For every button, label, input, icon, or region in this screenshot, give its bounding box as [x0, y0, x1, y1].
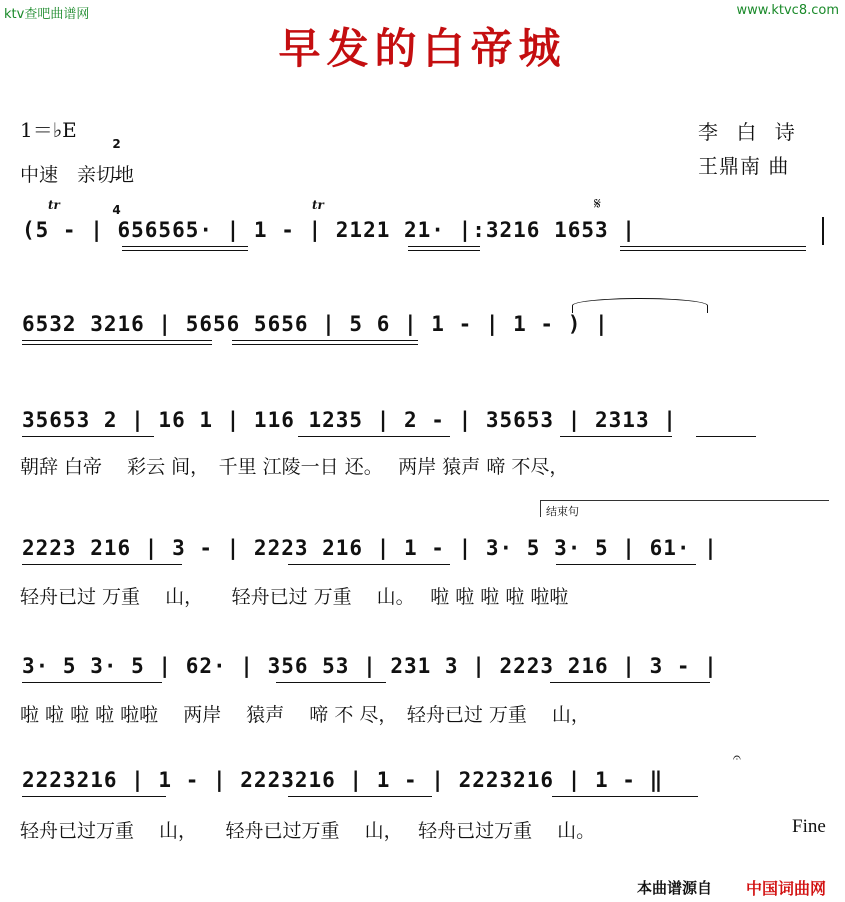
underline	[22, 344, 212, 345]
tempo-marking: 中速 亲切地	[20, 164, 135, 186]
underline	[122, 246, 248, 247]
fine-marking: Fine	[792, 816, 826, 837]
underline	[620, 246, 806, 247]
score-row-5-notes: 3· 5 3· 5 | 62· | 356 53 | 231 3 | 2223 216 | 3 - |	[22, 654, 718, 678]
underline	[276, 682, 386, 683]
underline	[22, 340, 212, 341]
composer-credit: 王鼎南 曲	[698, 154, 790, 178]
trill-mark-2: tr	[312, 198, 324, 212]
score-row-4-notes: 2223 216 | 3 - | 2223 216 | 1 - | 3· 5 3· 5 | 61· |	[22, 536, 718, 560]
underline	[288, 564, 450, 565]
time-signature-top: 2	[112, 137, 121, 151]
bar-line	[822, 217, 824, 245]
score-row-5-lyrics: 啦 啦 啦 啦 啦啦 两岸 猿声 啼 不 尽， 轻舟已过 万重 山，	[20, 704, 590, 726]
underline	[122, 250, 248, 251]
key-signature: 1＝♭E	[20, 118, 77, 142]
underline	[22, 564, 182, 565]
underline	[22, 436, 154, 437]
underline	[552, 796, 698, 797]
underline	[298, 436, 450, 437]
underline	[620, 250, 806, 251]
score-row-1-notes: (5 - | 656565· | 1 - | 2121 21· |:3216 1653 |	[22, 218, 636, 242]
tie-arc	[572, 298, 708, 313]
underline	[550, 682, 710, 683]
score-row-4-lyrics: 轻舟已过 万重 山， 轻舟已过 万重 山。 啦 啦 啦 啦 啦啦	[20, 586, 569, 608]
underline	[22, 796, 166, 797]
fermata-sign: 𝄐	[733, 750, 741, 766]
segno-sign: 𝄋	[594, 194, 601, 213]
underline	[560, 436, 672, 437]
underline	[556, 564, 696, 565]
underline	[408, 246, 480, 247]
underline	[22, 682, 162, 683]
score-row-3-notes: 35653 2 | 16 1 | 116 1235 | 2 - | 35653 | 2313 |	[22, 408, 677, 432]
underline	[232, 344, 418, 345]
footer-site-name: 中国词曲网	[746, 879, 827, 898]
footer-source-label: 本曲谱源自	[637, 879, 713, 897]
underline	[408, 250, 480, 251]
score-row-6-lyrics: 轻舟已过万重 山， 轻舟已过万重 山， 轻舟已过万重 山。	[20, 820, 596, 842]
watermark-left: ktv查吧曲谱网	[4, 7, 90, 22]
trill-mark-1: tr	[48, 198, 60, 212]
ending-label: 结束句	[546, 505, 579, 518]
song-title: 早发的白帝城	[278, 24, 567, 73]
underline	[288, 796, 432, 797]
watermark-right: www.ktvc8.com	[736, 3, 839, 18]
underline	[232, 340, 418, 341]
lyricist-credit: 李 白 诗	[698, 120, 801, 144]
score-row-3-lyrics: 朝辞 白帝 彩云 间， 千里 江陵一日 还。 两岸 猿声 啼 不尽，	[20, 456, 569, 478]
ending-bracket	[540, 500, 829, 517]
score-row-6-notes: 2223216 | 1 - | 2223216 | 1 - | 2223216 | 1 - ‖	[22, 768, 664, 792]
score-row-2-notes: 6532 3216 | 5656 5656 | 5 6 | 1 - | 1 - ) |	[22, 312, 609, 336]
underline	[696, 436, 756, 437]
time-signature-bottom: 4	[112, 203, 121, 217]
